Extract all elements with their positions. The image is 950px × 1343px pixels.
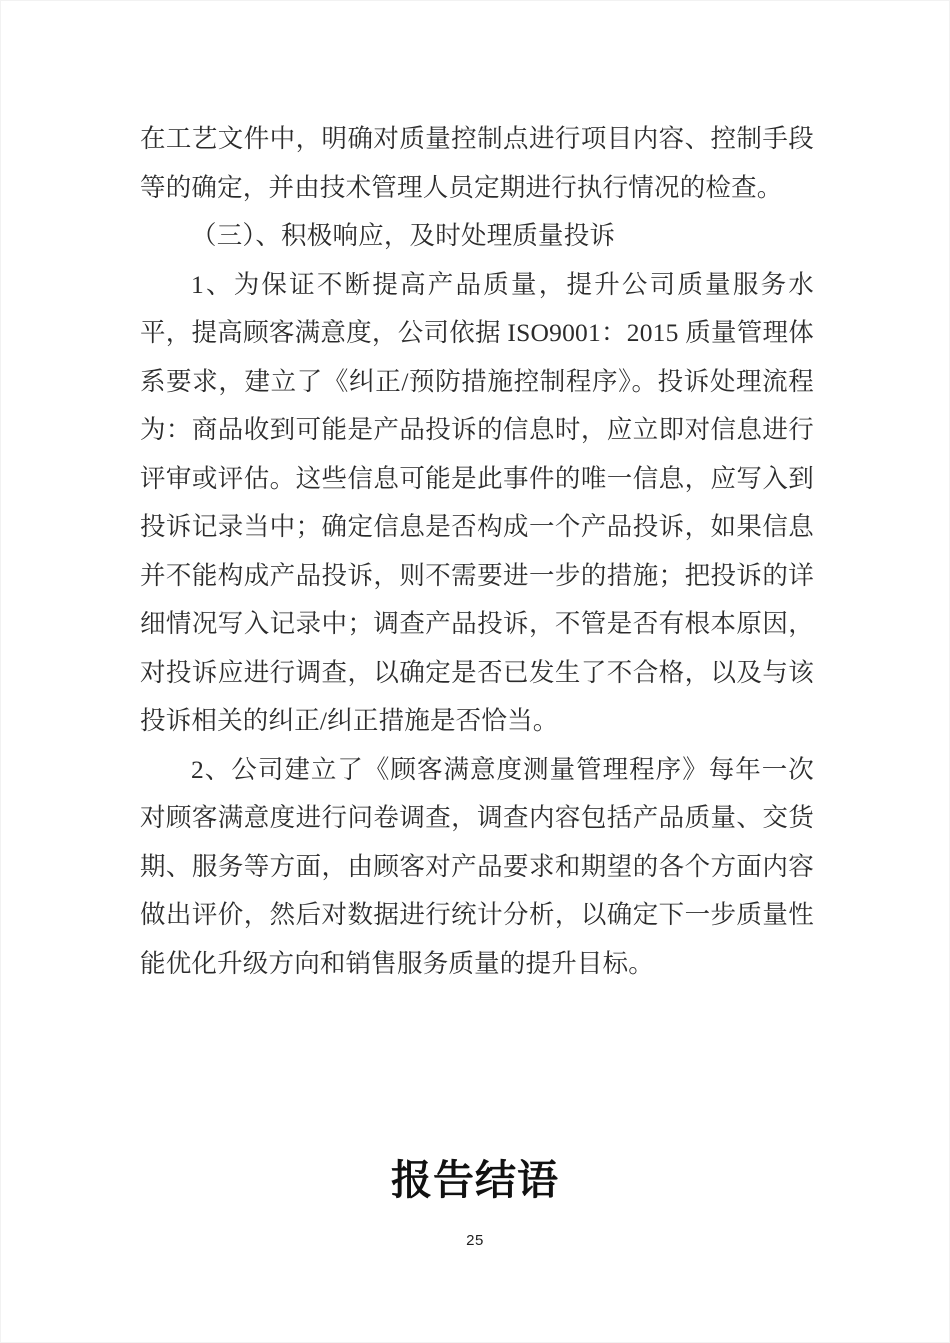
paragraph-quality-control-points: 在工艺文件中，明确对质量控制点进行项目内容、控制手段等的确定，并由技术管理人员定期进行执行情况的检查。	[140, 124, 814, 202]
paragraph-customer-satisfaction-survey: 2、公司建立了《顾客满意度测量管理程序》每年一次对顾客满意度进行问卷调查，调查内容包括产品质量、交货期、服务等方面，由顾客对产品要求和期望的各个方面内容做出评价，然后对数据进行统计分析，以确定下一步质量性能优化升级方向和销售服务质量的提升目标。	[140, 754, 814, 978]
page-number: 25	[466, 1232, 484, 1249]
document-body	[140, 115, 814, 988]
closing-heading: 报告结语	[391, 1156, 559, 1204]
paragraph-iso9001-complaint-procedure: 1、为保证不断提高产品质量，提升公司质量服务水平，提高顾客满意度，公司依据 ISO9001：2015 质量管理体系要求，建立了《纠正/预防措施控制程序》。投诉处理流程为：商品收到可能是产品投诉的信息时，应立即对信息进行评审或评估。这些信息可能是此事件的唯一信息，应写入到投诉记录当中；确定信息是否构成一个产品投诉，如果信息并不能构成产品投诉，则不需要进一步的措施；把投诉的详细情况写入记录中；调查产品投诉，不管是否有根本原因，对投诉应进行调查，以确定是否已发生了不合格，以及与该投诉相关的纠正/纠正措施是否恰当。	[140, 269, 814, 735]
section-heading-complaint-response: （三）、积极响应，及时处理质量投诉	[191, 221, 616, 250]
